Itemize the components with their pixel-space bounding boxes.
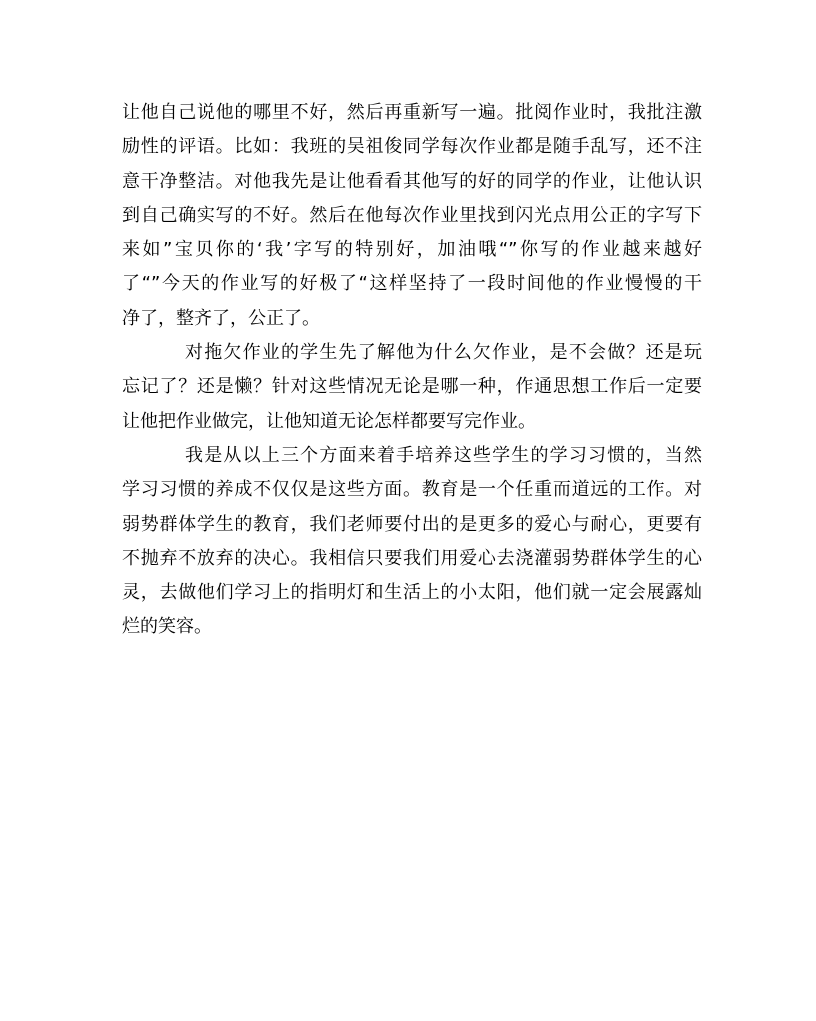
document-body (122, 96, 702, 645)
text-line: 净了，整齐了，公正了。 (122, 307, 320, 329)
text-line: 对拖欠作业的学生先了解他为什么欠作业，是不会做？还是玩 (185, 342, 702, 364)
text-line: 意干净整洁。对他我先是让他看看其他写的好的同学的作业，让他认识 (122, 170, 702, 192)
text-line: 弱势群体学生的教育，我们老师要付出的是更多的爱心与耐心，更要有 (122, 513, 702, 535)
text-line: 我是从以上三个方面来着手培养这些学生的学习习惯的，当然 (185, 444, 702, 466)
text-line: 让他自己说他的哪里不好，然后再重新写一遍。批阅作业时，我批注激 (122, 102, 702, 123)
text-line: 来如”宝贝你的‘我’字写的特别好，加油哦“”你写的作业越来越好 (122, 239, 702, 261)
text-line: 让他把作业做完，让他知道无论怎样都要写完作业。 (122, 410, 536, 432)
text-line: 了“”今天的作业写的好极了“这样坚持了一段时间他的作业慢慢的干 (122, 273, 702, 295)
text-line: 到自己确实写的不好。然后在他每次作业里找到闪光点用公正的字写下 (122, 204, 702, 226)
text-line: 忘记了？还是懒？针对这些情况无论是哪一种，作通思想工作后一定要 (122, 376, 702, 398)
text-line: 不抛弃不放弃的决心。我相信只要我们用爱心去浇灌弱势群体学生的心 (122, 547, 702, 569)
paragraph-conclusion (122, 439, 702, 645)
text-line: 灵，去做他们学习上的指明灯和生活上的小太阳，他们就一定会展露灿 (122, 582, 702, 604)
text-line: 励性的评语。比如：我班的吴祖俊同学每次作业都是随手乱写，还不注 (122, 136, 702, 158)
text-line: 烂的笑容。 (122, 616, 212, 638)
paragraph-overdue-homework (122, 336, 702, 439)
paragraph-homework-review (122, 96, 702, 336)
text-line: 学习习惯的养成不仅仅是这些方面。教育是一个任重而道远的工作。对 (122, 479, 702, 501)
